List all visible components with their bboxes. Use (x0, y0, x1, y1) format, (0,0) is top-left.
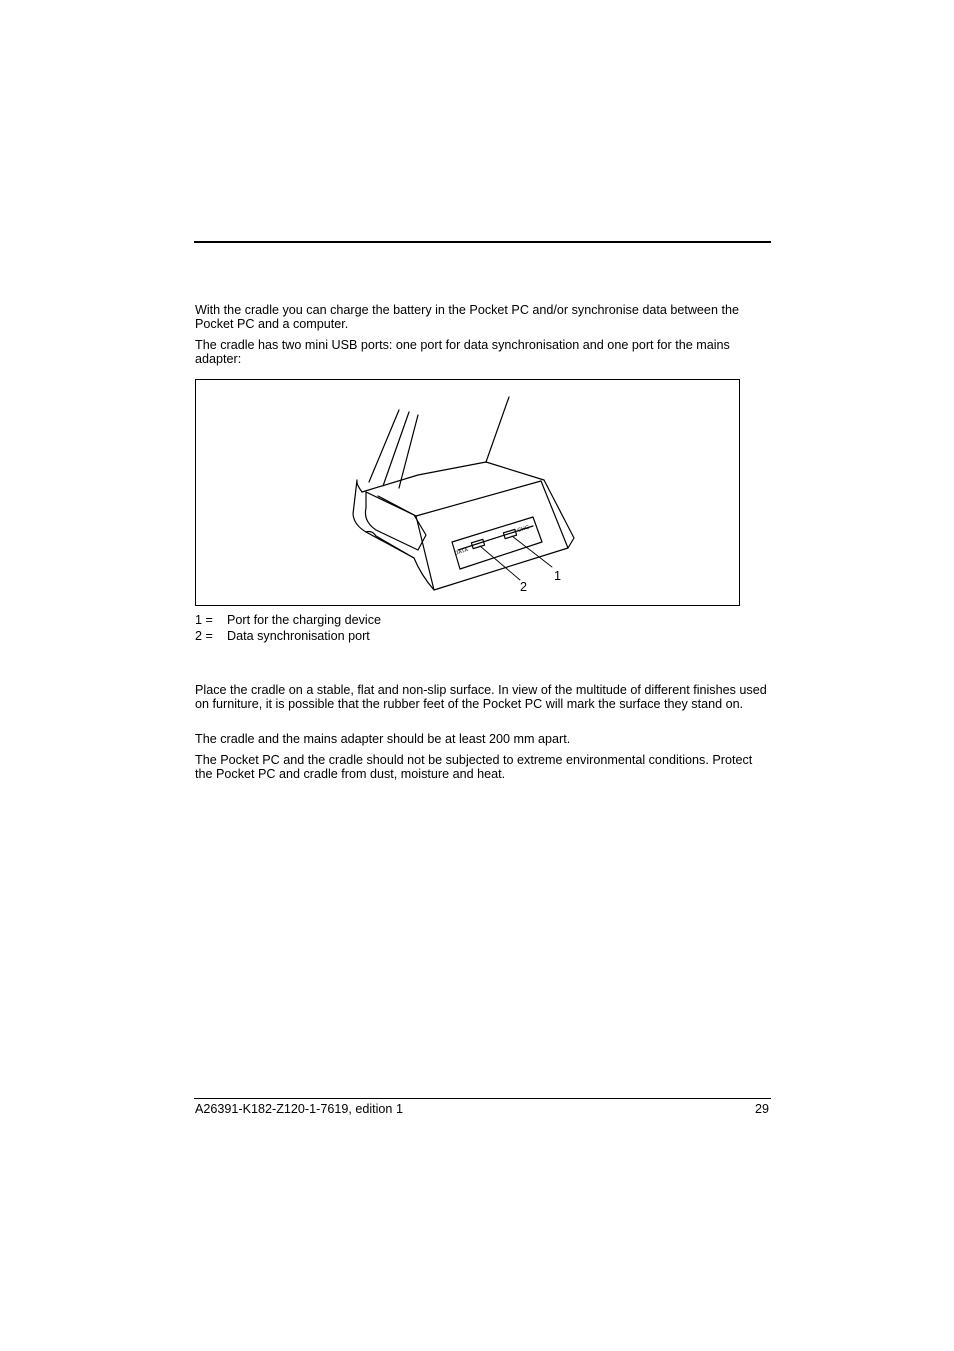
callout-2: 2 (520, 580, 528, 594)
cradle-illustration (196, 380, 741, 607)
setup-paragraph-2: The cradle and the mains adapter should be at least 200 mm apart. (195, 732, 571, 746)
setup-paragraph-3: The Pocket PC and the cradle should not be subjected to extreme environmental conditions. Protect the Pocket PC and cradle from dust, moisture and heat. (195, 753, 753, 782)
legend-text: Port for the charging device (227, 613, 382, 627)
legend-key: 2 = (195, 629, 213, 643)
intro-paragraph-2: The cradle has two mini USB ports: one port for data synchronisation and one port for the mains adapter: (195, 338, 730, 367)
callout-1: 1 (554, 569, 562, 583)
legend-item-1 (195, 613, 381, 627)
footer-rule (194, 1098, 771, 1099)
header-rule (194, 241, 771, 243)
legend-key: 1 = (195, 613, 213, 627)
page-number: 29 (754, 1102, 769, 1116)
data-port-label: DATA (453, 547, 469, 557)
cradle-figure (195, 379, 740, 606)
intro-paragraph-1: With the cradle you can charge the battery in the Pocket PC and/or synchronise data between the Pocket PC and a computer. (195, 303, 739, 332)
document-id: A26391-K182-Z120-1-7619, edition 1 (195, 1102, 403, 1116)
setup-paragraph-1: Place the cradle on a stable, flat and non-slip surface. In view of the multitude of different finishes used on furniture, it is possible that the rubber feet of the Pocket PC will mark the surface they stand on. (195, 683, 767, 712)
legend-text: Data synchronisation port (227, 629, 370, 643)
chg-port-label: CHG (516, 524, 531, 534)
legend-item-2 (195, 629, 370, 643)
